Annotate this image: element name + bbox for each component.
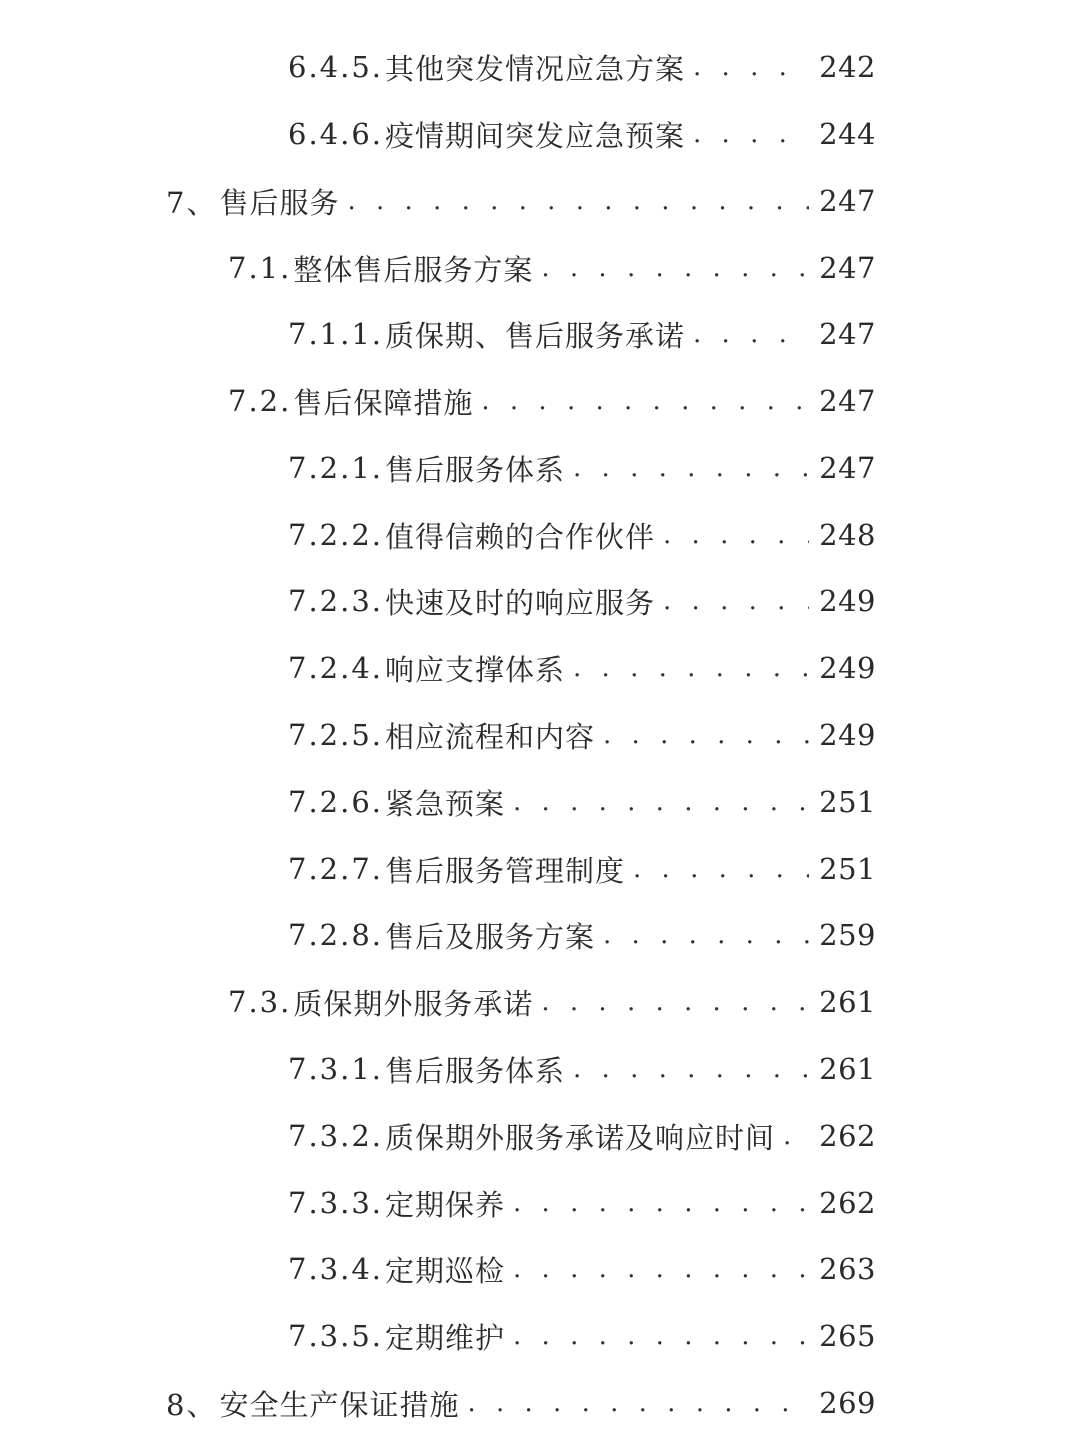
dot-leader <box>513 1321 809 1351</box>
toc-entry-number: 7.3.2. <box>288 1119 384 1153</box>
toc-entry-7-2-1[interactable] <box>288 443 876 493</box>
toc-entry-7-2-3[interactable] <box>288 576 876 626</box>
toc-entry-page: 247 <box>819 251 876 285</box>
toc-entry-title: 整体售后服务方案 <box>293 252 534 287</box>
toc-entry-7-3-4[interactable] <box>288 1244 876 1294</box>
toc-entry-title: 售后服务管理制度 <box>385 853 626 888</box>
toc-entry-page: 259 <box>819 918 876 952</box>
toc-entry-7-1[interactable] <box>228 243 876 293</box>
toc-entry-title: 安全生产保证措施 <box>219 1387 460 1422</box>
toc-entry-number: 7.2.8. <box>288 918 384 952</box>
toc-entry-title: 售后保障措施 <box>293 385 474 420</box>
toc-entry-number: 7.1. <box>228 251 292 285</box>
toc-entry-page: 249 <box>819 718 876 752</box>
dot-leader <box>663 586 809 616</box>
toc-entry-number: 7.2. <box>228 384 292 418</box>
toc-entry-number: 6.4.5. <box>288 50 384 84</box>
toc-entry-number: 7.3.1. <box>288 1052 384 1086</box>
toc-entry-page: 242 <box>819 50 876 84</box>
dot-leader <box>633 854 809 884</box>
toc-entry-7-2-2[interactable] <box>288 510 876 560</box>
toc-entry-number: 7、 <box>166 185 218 220</box>
toc-entry-page: 261 <box>819 985 876 1019</box>
dot-leader <box>573 1054 809 1084</box>
toc-entry-number: 7.2.7. <box>288 852 384 886</box>
dot-leader <box>693 119 809 149</box>
toc-entry-page: 247 <box>819 317 876 351</box>
toc-entry-7-2-4[interactable] <box>288 643 876 693</box>
toc-entry-7-1-1[interactable] <box>288 309 876 359</box>
toc-entry-7-3-5[interactable] <box>288 1311 876 1361</box>
dot-leader <box>573 653 809 683</box>
toc-entry-number: 7.1.1. <box>288 317 384 351</box>
toc-entry-title: 定期维护 <box>385 1320 506 1355</box>
toc-entry-number: 7.2.5. <box>288 718 384 752</box>
toc-entry-page: 249 <box>819 584 876 618</box>
toc-entry-title: 响应支撑体系 <box>385 652 566 687</box>
toc-entry-title: 售后服务体系 <box>385 452 566 487</box>
dot-leader <box>693 319 809 349</box>
toc-entry-title: 质保期、售后服务承诺 <box>385 318 686 353</box>
toc-entry-page: 251 <box>819 852 876 886</box>
toc-entry-title: 紧急预案 <box>385 786 506 821</box>
toc-entry-number: 7.2.4. <box>288 651 384 685</box>
toc-entry-title: 定期保养 <box>385 1187 506 1222</box>
dot-leader <box>347 186 809 216</box>
toc-entry-number: 8、 <box>166 1387 218 1422</box>
toc-entry-title: 质保期外服务承诺及响应时间 <box>385 1120 776 1155</box>
toc-entry-page: 244 <box>819 117 876 151</box>
dot-leader <box>513 1188 809 1218</box>
toc-entry-7-2-6[interactable] <box>288 777 876 827</box>
toc-entry-title: 售后服务 <box>219 185 340 220</box>
dot-leader <box>693 52 809 82</box>
toc-entry-page: 248 <box>819 518 876 552</box>
toc-entry-page: 249 <box>819 651 876 685</box>
toc-entry-title: 快速及时的响应服务 <box>385 585 656 620</box>
toc-entry-6-4-6[interactable] <box>288 109 876 159</box>
toc-entry-6-4-5[interactable] <box>288 42 876 92</box>
dot-leader <box>573 453 809 483</box>
toc-entry-page: 262 <box>819 1186 876 1220</box>
toc-entry-page: 247 <box>819 184 876 218</box>
dot-leader <box>513 787 809 817</box>
toc-entry-number: 6.4.6. <box>288 117 384 151</box>
toc-entry-title: 其他突发情况应急方案 <box>385 51 686 86</box>
dot-leader <box>783 1121 809 1151</box>
toc-entry-number: 7.3.4. <box>288 1252 384 1286</box>
dot-leader <box>663 520 809 550</box>
toc-entry-title: 售后服务体系 <box>385 1053 566 1088</box>
toc-entry-number: 7.2.1. <box>288 451 384 485</box>
toc-entry-page: 251 <box>819 785 876 819</box>
toc-entry-page: 247 <box>819 451 876 485</box>
toc-entry-7-3-3[interactable] <box>288 1178 876 1228</box>
toc-entry-page: 262 <box>819 1119 876 1153</box>
toc-entry-number: 7.3.3. <box>288 1186 384 1220</box>
toc-entry-number: 7.3. <box>228 985 292 1019</box>
toc-entry-number: 7.2.6. <box>288 785 384 819</box>
dot-leader <box>467 1388 809 1418</box>
toc-entry-title: 相应流程和内容 <box>385 719 596 754</box>
toc-entry-title: 售后及服务方案 <box>385 919 596 954</box>
toc-entry-title: 疫情期间突发应急预案 <box>385 118 686 153</box>
dot-leader <box>541 987 809 1017</box>
toc-entry-number: 7.2.2. <box>288 518 384 552</box>
dot-leader <box>481 386 809 416</box>
toc-entry-7[interactable] <box>166 176 876 226</box>
dot-leader <box>513 1254 809 1284</box>
toc-entry-number: 7.2.3. <box>288 584 384 618</box>
toc-entry-7-2[interactable] <box>228 376 876 426</box>
toc-entry-page: 247 <box>819 384 876 418</box>
toc-entry-7-2-7[interactable] <box>288 844 876 894</box>
toc-entry-7-3-2[interactable] <box>288 1111 876 1161</box>
toc-entry-title: 值得信赖的合作伙伴 <box>385 519 656 554</box>
toc-entry-page: 269 <box>819 1386 876 1420</box>
toc-entry-7-2-8[interactable] <box>288 910 876 960</box>
toc-entry-page: 261 <box>819 1052 876 1086</box>
toc-entry-title: 质保期外服务承诺 <box>293 986 534 1021</box>
toc-entry-7-3-1[interactable] <box>288 1044 876 1094</box>
toc-entry-page: 263 <box>819 1252 876 1286</box>
toc-entry-7-3[interactable] <box>228 977 876 1027</box>
toc-entry-page: 265 <box>819 1319 876 1353</box>
dot-leader <box>541 253 809 283</box>
dot-leader <box>603 720 809 750</box>
toc-entry-7-2-5[interactable] <box>288 710 876 760</box>
toc-entry-title: 定期巡检 <box>385 1253 506 1288</box>
toc-entry-number: 7.3.5. <box>288 1319 384 1353</box>
toc-entry-8[interactable] <box>166 1378 876 1428</box>
dot-leader <box>603 920 809 950</box>
